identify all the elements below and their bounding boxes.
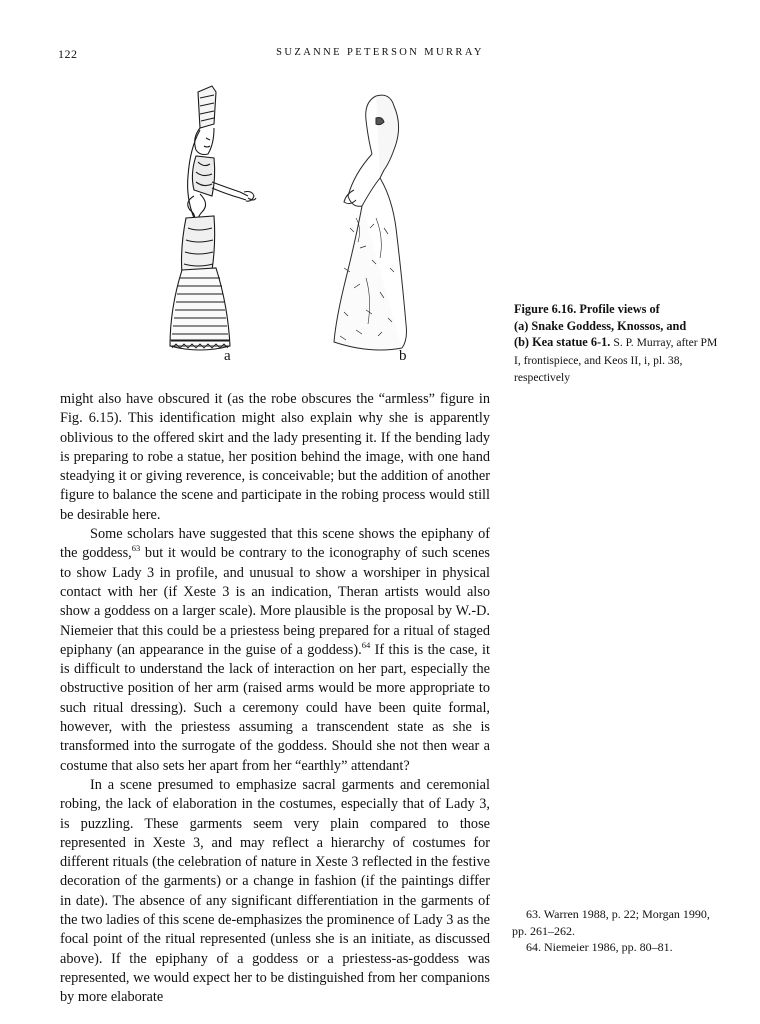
caption-credit: S. P. Murray, after PM I, frontispiece, and Keos II, i, pl. 38, respectively (514, 336, 718, 385)
paragraph-1: might also have obscured it (as the robe obscures the “armless” figure in Fig. 6.15). This identification might also explain why she is apparently oblivious to the offered skirt and the lady presenting it. If the bending lady is preparing to robe a statue, her position behind the image, with one hand steadying it or giving reverence, is conceivable; but the addition of another figure to balance the scene and participate in the robing process would still be desirable here. (60, 391, 490, 523)
running-head: SUZANNE PETERSON MURRAY (276, 47, 484, 58)
caption-part-b: (b) Kea statue 6-1. (514, 335, 611, 350)
footnote-63: 63. Warren 1988, p. 22; Morgan 1990, pp. 261–262. (512, 907, 710, 938)
figure-caption (514, 301, 724, 387)
paragraph-3: In a scene presumed to emphasize sacral garments and ceremonial robing, the lack of elaboration in the costumes, especially that of Lady 3, is puzzling. These garments seem very plain compared to those represented in Xeste 3, and may reflect a hierarchy of costumes for different rituals (the celebration of nature in Xeste 3 reflected in the festive decoration of the garments) or a change in fashion (if the paintings differ in date). The absence of any significant differentiation in the garments of the two ladies of this scene de-emphasizes the prominence of Lady 3 as the focal point of the ritual represented (unless she is an initiate, as discussed above). If the epiphany of a goddess or a priestess-as-goddess was represented, we would expect her to be distinguished from her companions by more elaborate (60, 776, 490, 1006)
footnotes (512, 906, 712, 956)
page-number: 122 (58, 47, 78, 61)
footnote-ref-63[interactable]: 63 (131, 543, 141, 554)
paragraph-2-part-a: Some scholars have suggested that this scene shows the epiphany of the goddess, (60, 526, 490, 562)
caption-lead: Figure 6.16. Profile views of (514, 302, 660, 316)
footnote-64: 64. Niemeier 1986, pp. 80–81. (526, 940, 673, 955)
footnote-ref-64[interactable]: 64 (361, 640, 371, 651)
figure-label-b: b (399, 348, 407, 364)
main-text (60, 390, 490, 1008)
figure-label-a: a (224, 348, 231, 364)
caption-part-a: (a) Snake Goddess, Knossos, and (514, 318, 687, 333)
snake-goddess-drawing (170, 86, 256, 350)
paragraph-2 (60, 525, 490, 776)
kea-statue-drawing (334, 95, 407, 350)
figure-6-16 (140, 78, 440, 378)
statue-drawings (140, 78, 440, 378)
paragraph-2-part-b: but it would be contrary to the iconography of such scenes to show Lady 3 in profile, and unusual to show a worshiper in physical contact with her (if Xeste 3 is an indication, Theran artists would also show a goddess on a larger scale). More plausible is the proposal by W.-D. Niemeier that this could be a priestess being prepared for a ritual of staged epiphany (an appearance in the guise of a goddess). (60, 545, 490, 658)
paragraph-2-part-c: If this is the case, it is difficult to understand the lack of interaction on her part, especially the obstructive position of her arm (raised arms would be more appropriate to such ritual dressing). Such a ceremony could have been quite formal, however, with the priestess assuming a transcendent state as she is transformed into the surrogate of the goddess. Should she not then wear a costume that also sets her apart from her “earthly” attendant? (60, 641, 490, 774)
